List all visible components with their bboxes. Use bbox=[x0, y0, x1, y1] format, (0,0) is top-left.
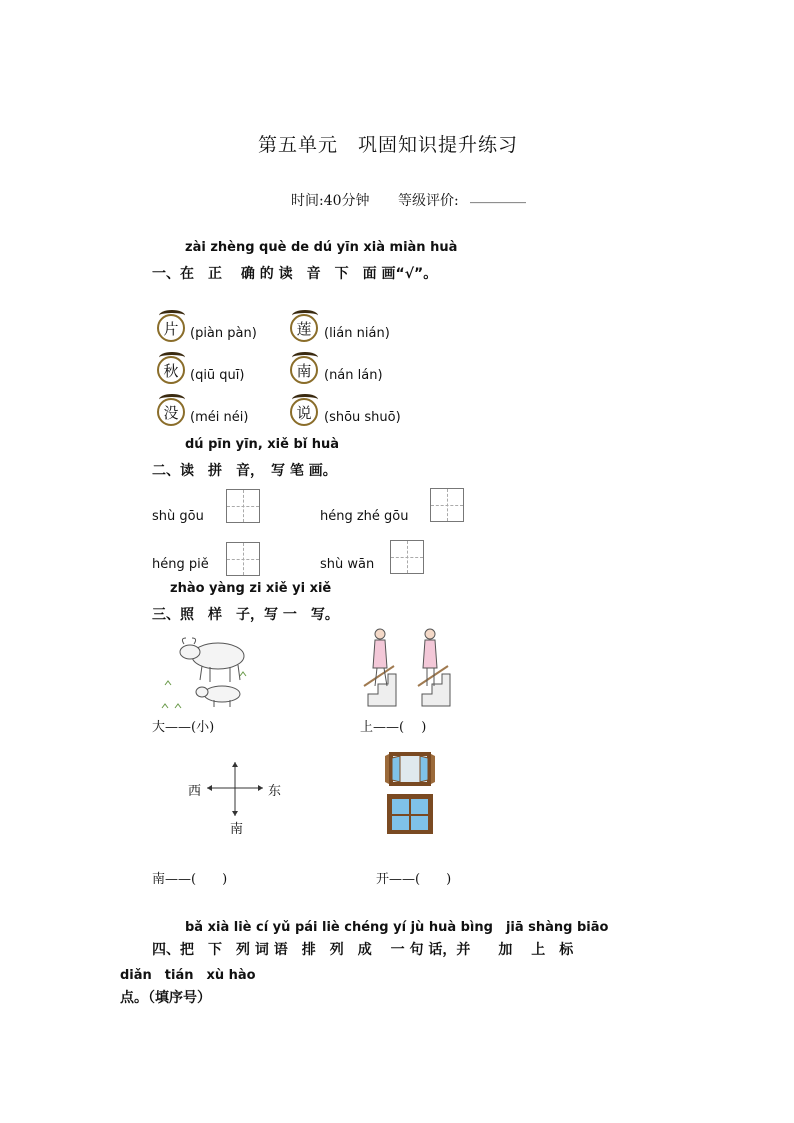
cow-and-pig-illustration bbox=[160, 630, 255, 712]
pair-open-blank[interactable]: 开——( ) bbox=[376, 872, 452, 887]
char-badge-shuo: 说 bbox=[288, 394, 322, 428]
q2-heading: 二、读 拼 音， 写 笔 画。 bbox=[152, 463, 337, 479]
grade-blank: ________ bbox=[470, 188, 526, 204]
q4-heading-2: 点。（填序号） bbox=[120, 990, 211, 1006]
char-badge-pian: 片 bbox=[155, 310, 189, 344]
pair-big-small: 大——(小) bbox=[152, 720, 215, 735]
compass-east: 东 bbox=[268, 784, 282, 799]
options-qiu[interactable]: (qiū quī) bbox=[190, 368, 245, 383]
options-nan[interactable]: (nán lán) bbox=[324, 368, 383, 383]
pair-up-blank[interactable]: 上——( ) bbox=[360, 720, 427, 735]
options-shuo[interactable]: (shōu shuō) bbox=[324, 410, 401, 425]
time-label: 时间:40分钟 bbox=[291, 193, 370, 209]
window-illustration bbox=[384, 750, 436, 836]
char-badge-lian: 莲 bbox=[288, 310, 322, 344]
q4-heading: 四、把 下 列 词 语 排 列 成 一 句 话，并 加 上 标 bbox=[152, 942, 574, 958]
stairs-illustration bbox=[360, 626, 460, 708]
q1-pinyin: zài zhèng què de dú yīn xià miàn huà bbox=[185, 240, 458, 255]
stroke-box-hengpie[interactable] bbox=[226, 542, 260, 576]
options-lian[interactable]: (lián nián) bbox=[324, 326, 390, 341]
q4-pinyin-2: diǎn tián xù hào bbox=[120, 968, 256, 983]
pair-south-blank[interactable]: 南——( ) bbox=[152, 872, 228, 887]
compass-diagram bbox=[205, 760, 265, 820]
q3-pinyin: zhào yàng zi xiě yi xiě bbox=[170, 581, 332, 596]
stroke-label-hengpie: héng piě bbox=[152, 557, 209, 572]
q1-heading: 一、在 正 确 的 读 音 下 面 画“√”。 bbox=[152, 266, 438, 282]
char-badge-nan: 南 bbox=[288, 352, 322, 386]
q4-pinyin: bǎ xià liè cí yǔ pái liè chéng yí jù huà bìng jiā shàng biāo bbox=[185, 920, 609, 935]
stroke-label-shuwan: shù wān bbox=[320, 557, 375, 572]
stroke-box-hengzhegou[interactable] bbox=[430, 488, 464, 522]
stroke-box-shugou[interactable] bbox=[226, 489, 260, 523]
stroke-label-shugou: shù gōu bbox=[152, 509, 204, 524]
options-mei[interactable]: (méi néi) bbox=[190, 410, 249, 425]
compass-west: 西 bbox=[188, 784, 202, 799]
char-badge-mei: 没 bbox=[155, 394, 189, 428]
page-title: 第五单元 巩固知识提升练习 bbox=[258, 134, 519, 156]
stroke-label-hengzhegou: héng zhé gōu bbox=[320, 509, 409, 524]
options-pian[interactable]: (piàn pàn) bbox=[190, 326, 257, 341]
grade-label: 等级评价: bbox=[398, 193, 459, 209]
q3-heading: 三、照 样 子，写 一 写。 bbox=[152, 607, 339, 623]
compass-south: 南 bbox=[230, 822, 244, 837]
stroke-box-shuwan[interactable] bbox=[390, 540, 424, 574]
char-badge-qiu: 秋 bbox=[155, 352, 189, 386]
q2-pinyin: dú pīn yīn, xiě bǐ huà bbox=[185, 437, 340, 452]
